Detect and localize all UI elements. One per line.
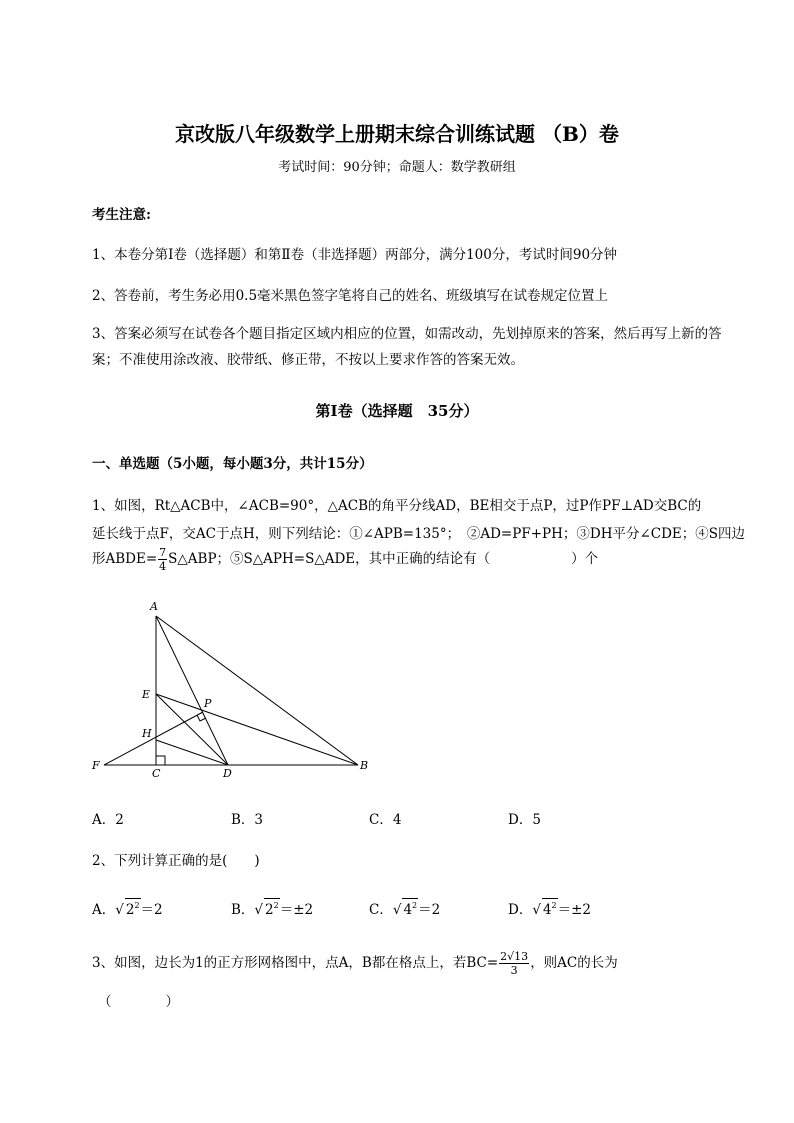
label-B: B	[360, 759, 369, 772]
q2-option-d[interactable]	[508, 898, 591, 918]
q2-stem: 2、下列计算正确的是( )	[92, 853, 260, 869]
option-result: ＝2	[418, 902, 441, 918]
option-result: ＝±2	[279, 902, 314, 918]
segment-FP	[104, 712, 203, 765]
radicand	[264, 898, 280, 917]
triangle-figure	[86, 598, 376, 780]
q3-stem	[92, 950, 618, 977]
q1-line-1: 1、如图，Rt△ACB中，∠ACB=90°，△ACB的角平分线AD，BE相交于点P，过P作PF⊥AD交BC的	[92, 498, 702, 514]
label-H: H	[142, 727, 152, 740]
fraction-denominator: 3	[510, 964, 518, 977]
q2-option-b[interactable]	[231, 898, 313, 918]
q3-stem-a: 3、如图，边长为1的正方形网格图中，点A，B都在格点上，若BC=	[92, 955, 499, 971]
label-P: P	[204, 697, 212, 710]
sqrt-icon: √	[254, 902, 264, 918]
radicand	[402, 898, 418, 917]
segment-ED	[156, 694, 228, 765]
option-result: ＝±2	[557, 902, 592, 918]
sqrt-icon: √	[532, 902, 541, 918]
label-E: E	[142, 688, 151, 701]
option-label: D．	[508, 902, 533, 918]
notice-item-3: 3、答案必须写在试卷各个题目指定区域内相应的位置，如需改动，先划掉原来的答案，然后再写上新的答案；不准使用涂改液、胶带纸、修正带，不按以上要求作答的答案无效。	[92, 326, 722, 368]
segment-BE	[156, 694, 358, 765]
q1-option-b[interactable]: B．3	[231, 812, 264, 828]
part-heading: 一、单选题（5小题，每小题3分，共计15分）	[92, 456, 373, 472]
fraction-bc	[499, 950, 529, 977]
q1-line-3	[92, 546, 598, 573]
q1-option-a[interactable]: A．2	[92, 812, 124, 828]
sqrt-icon: √	[115, 902, 124, 918]
label-D: D	[223, 767, 232, 780]
q2-option-a[interactable]	[92, 898, 163, 918]
label-A: A	[150, 600, 158, 613]
notice-item-1: 1、本卷分第I卷（选择题）和第Ⅱ卷（非选择题）两部分，满分100分，考试时间90分钟	[92, 247, 618, 263]
radicand-base: 2	[125, 902, 135, 918]
segment-AB	[156, 616, 358, 765]
fraction-denominator: 4	[159, 560, 167, 573]
fraction-numerator: 2√13	[500, 950, 529, 963]
option-result: ＝2	[140, 902, 163, 918]
right-angle-mark-C	[156, 756, 165, 765]
radicand	[125, 898, 141, 917]
radicand-base: 4	[542, 902, 552, 918]
q1-option-d[interactable]: D．5	[508, 812, 541, 828]
q2-option-c[interactable]	[369, 898, 440, 918]
notice-item-2: 2、答卷前，考生务必用0.5毫米黑色签字笔将自己的姓名、班级填写在试卷规定位置上	[92, 288, 609, 304]
option-label: C．	[369, 902, 393, 918]
section-title: 第I卷（选择题 35分）	[315, 402, 479, 420]
q3-stem-b: ，则AC的长为	[530, 955, 618, 971]
exam-info: 考试时间：90分钟；命题人：数学教研组	[278, 160, 516, 175]
radicand-base: 4	[403, 902, 413, 918]
label-F: F	[92, 759, 100, 772]
q3-answer-blank: （ ）	[98, 994, 179, 1010]
page-title: 京改版八年级数学上册期末综合训练试题 （B）卷	[175, 122, 619, 146]
fraction-numerator: 7	[159, 546, 167, 559]
q1-line-3-a: 形ABDE=	[92, 551, 158, 567]
radicand-base: 2	[265, 902, 274, 918]
exponent: 2	[273, 901, 279, 910]
q1-line-2: 延长线于点F，交AC于点H，则下列结论：①∠APB=135°； ②AD=PF+PH；③DH平分∠CDE；④S四边	[92, 526, 746, 542]
radicand	[542, 898, 558, 917]
label-C: C	[152, 767, 161, 780]
option-label: A．	[92, 902, 116, 918]
q1-line-3-b: S△ABP；⑤S△APH=S△ADE，其中正确的结论有（ ）个	[168, 551, 599, 567]
sqrt-icon: √	[392, 902, 402, 918]
exponent: 2	[134, 901, 140, 910]
exponent: 2	[551, 901, 557, 910]
option-label: B．	[231, 902, 255, 918]
q1-option-c[interactable]: C．4	[369, 812, 402, 828]
notice-heading: 考生注意:	[92, 207, 151, 223]
exponent: 2	[412, 901, 418, 910]
fraction-7-4	[158, 546, 167, 573]
segment-AD	[156, 616, 228, 765]
